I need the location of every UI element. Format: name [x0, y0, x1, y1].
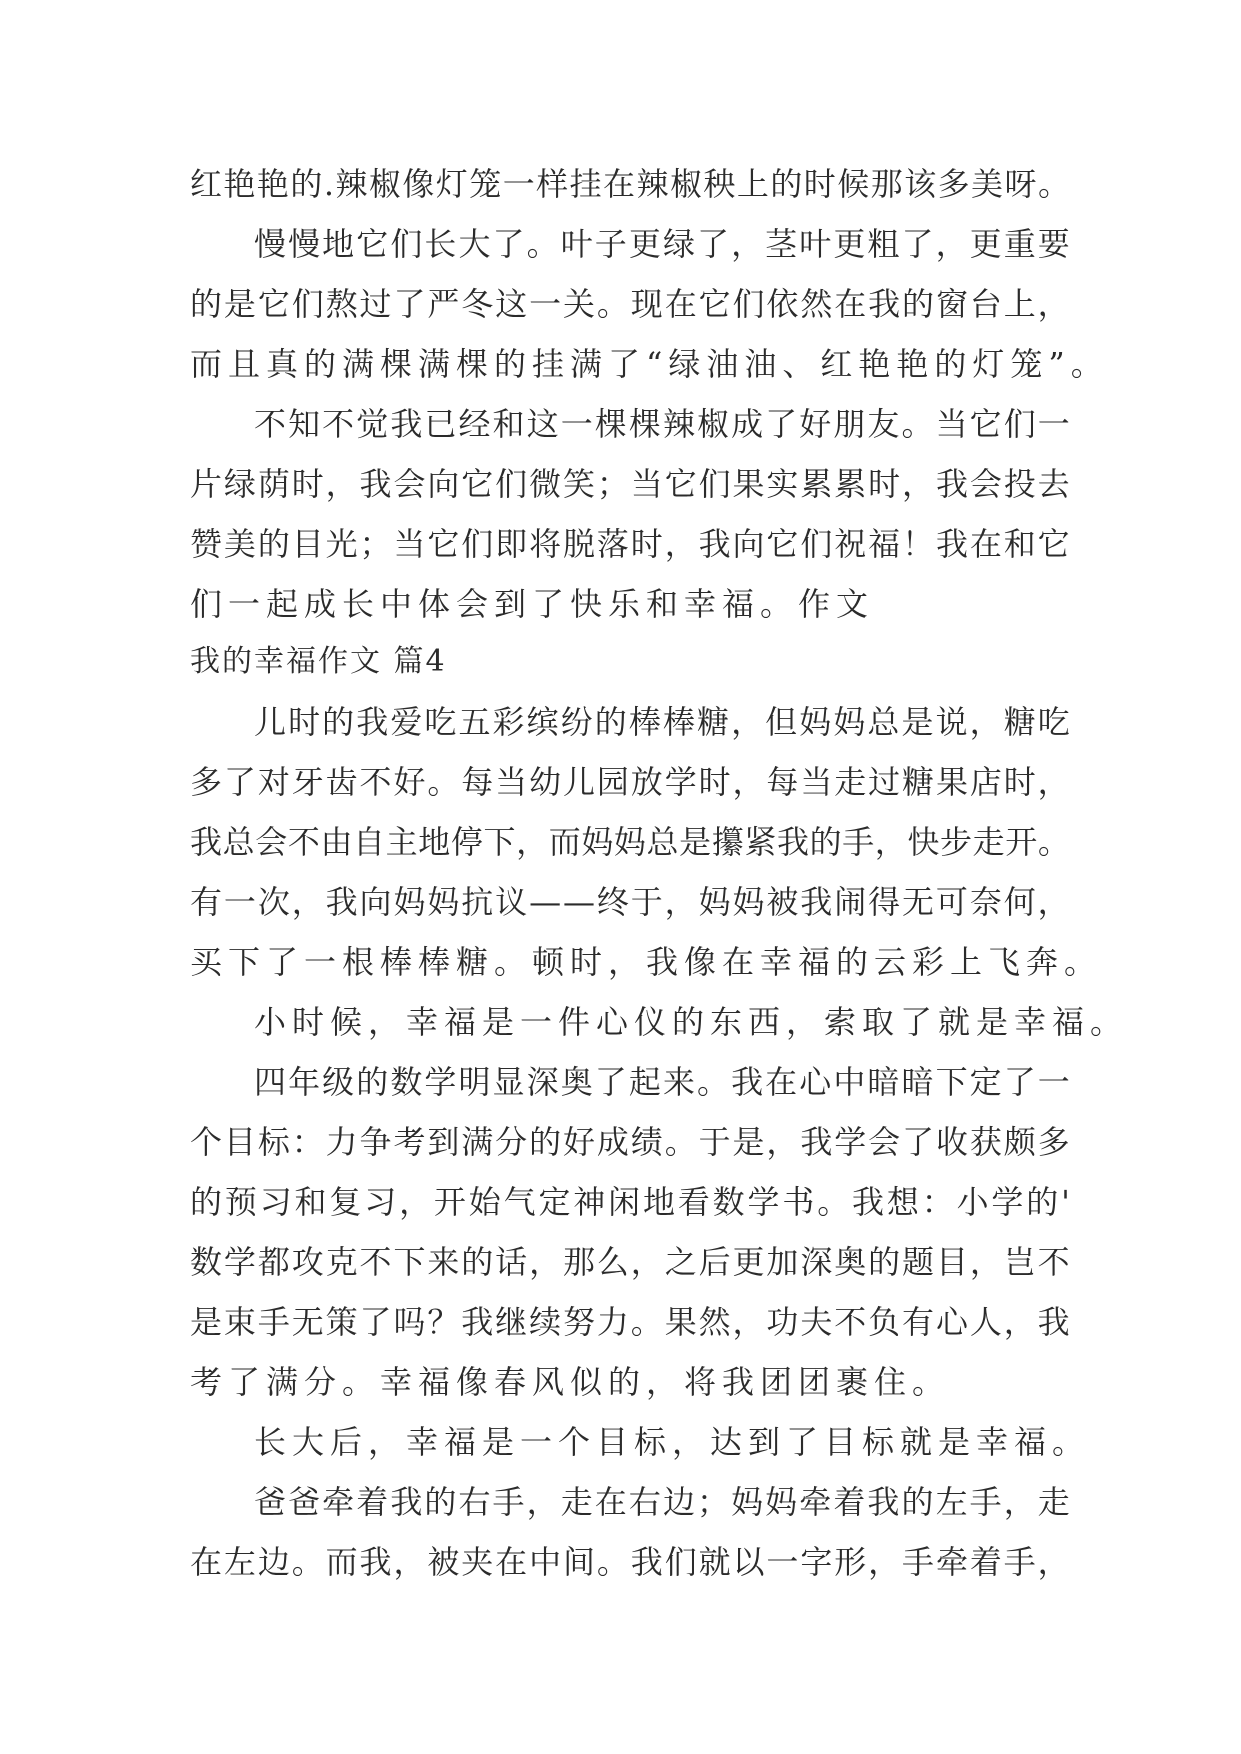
text-line: 买下了一根棒棒糖。顿时，我像在幸福的云彩上飞奔。	[190, 943, 1103, 981]
text-line: 在 左 边 。 而 我 ， 被 夹 在 中 间 。 我 们 就 以 一 字 形 ， 手 牵 着 手 ，	[190, 1543, 1070, 1581]
text-line: 四 年 级 的 数 学 明 显 深 奥 了 起 来 。 我 在 心 中 暗 暗 下 定 了 一	[254, 1063, 1070, 1101]
text-line: 片 绿 荫 时 ， 我 会 向 它 们 微 笑 ； 当 它 们 果 实 累 累 时 ， 我 会 投 去	[190, 465, 1070, 503]
text-line: 不 知 不 觉 我 已 经 和 这 一 棵 棵 辣 椒 成 了 好 朋 友 。 当 它 们 一	[254, 405, 1070, 443]
text-line: 小时候，幸福是一件心仪的东西，索取了就是幸福。	[254, 1003, 1129, 1041]
text-line: 的 预 习 和 复 习 ， 开 始 气 定 神 闲 地 看 数 学 书 。 我 想 ： 小 学 的 '	[190, 1183, 1070, 1221]
text-line: 爸 爸 牵 着 我 的 右 手 ， 走 在 右 边 ； 妈 妈 牵 着 我 的 左 手 ， 走	[254, 1483, 1070, 1521]
text-line: 赞 美 的 目 光 ； 当 它 们 即 将 脱 落 时 ， 我 向 它 们 祝 福 ！ 我 在 和 它	[190, 525, 1070, 563]
text-line: 长大后，幸福是一个目标，达到了目标就是幸福。	[254, 1423, 1091, 1461]
text-line: 慢 慢 地 它 们 长 大 了 。 叶 子 更 绿 了 ， 茎 叶 更 粗 了 ， 更 重 要	[254, 225, 1070, 263]
text-line: 个 目 标 ： 力 争 考 到 满 分 的 好 成 绩 。 于 是 ， 我 学 会 了 收 获 颇 多	[190, 1123, 1070, 1161]
text-line: 数 学 都 攻 克 不 下 来 的 话 ， 那 么 ， 之 后 更 加 深 奥 的 题 目 ， 岂 不	[190, 1243, 1070, 1281]
text-line: 儿 时 的 我 爱 吃 五 彩 缤 纷 的 棒 棒 糖 ， 但 妈 妈 总 是 说 ， 糖 吃	[254, 703, 1070, 741]
text-line: 有 一 次 ， 我 向 妈 妈 抗 议 — — 终 于 ， 妈 妈 被 我 闹 得 无 可 奈 何 ，	[190, 883, 1070, 921]
text-line: 是 束 手 无 策 了 吗 ？ 我 继 续 努 力 。 果 然 ， 功 夫 不 负 有 心 人 ， 我	[190, 1303, 1070, 1341]
text-line: 而且真的满棵满棵的挂满了“绿油油、红艳艳的灯笼”。	[190, 345, 1109, 383]
text-line: 考了满分。幸福像春风似的，将我团团裹住。	[190, 1363, 951, 1401]
text-line: 的 是 它 们 熬 过 了 严 冬 这 一 关 。 现 在 它 们 依 然 在 我 的 窗 台 上 ，	[190, 285, 1070, 323]
section-heading: 我的幸福作文 篇4	[190, 644, 447, 679]
text-line: 我 总 会 不 由 自 主 地 停 下 ， 而 妈 妈 总 是 攥 紧 我 的 手 ， 快 步 走 开 。	[190, 823, 1070, 861]
text-line: 多 了 对 牙 齿 不 好 。 每 当 幼 儿 园 放 学 时 ， 每 当 走 过 糖 果 店 时 ，	[190, 763, 1070, 801]
text-line: 们一起成长中体会到了快乐和幸福。作文	[190, 585, 875, 623]
text-line: 红 艳 艳 的 . 辣 椒 像 灯 笼 一 样 挂 在 辣 椒 秧 上 的 时 候 那 该 多 美 呀 。	[190, 165, 1070, 203]
